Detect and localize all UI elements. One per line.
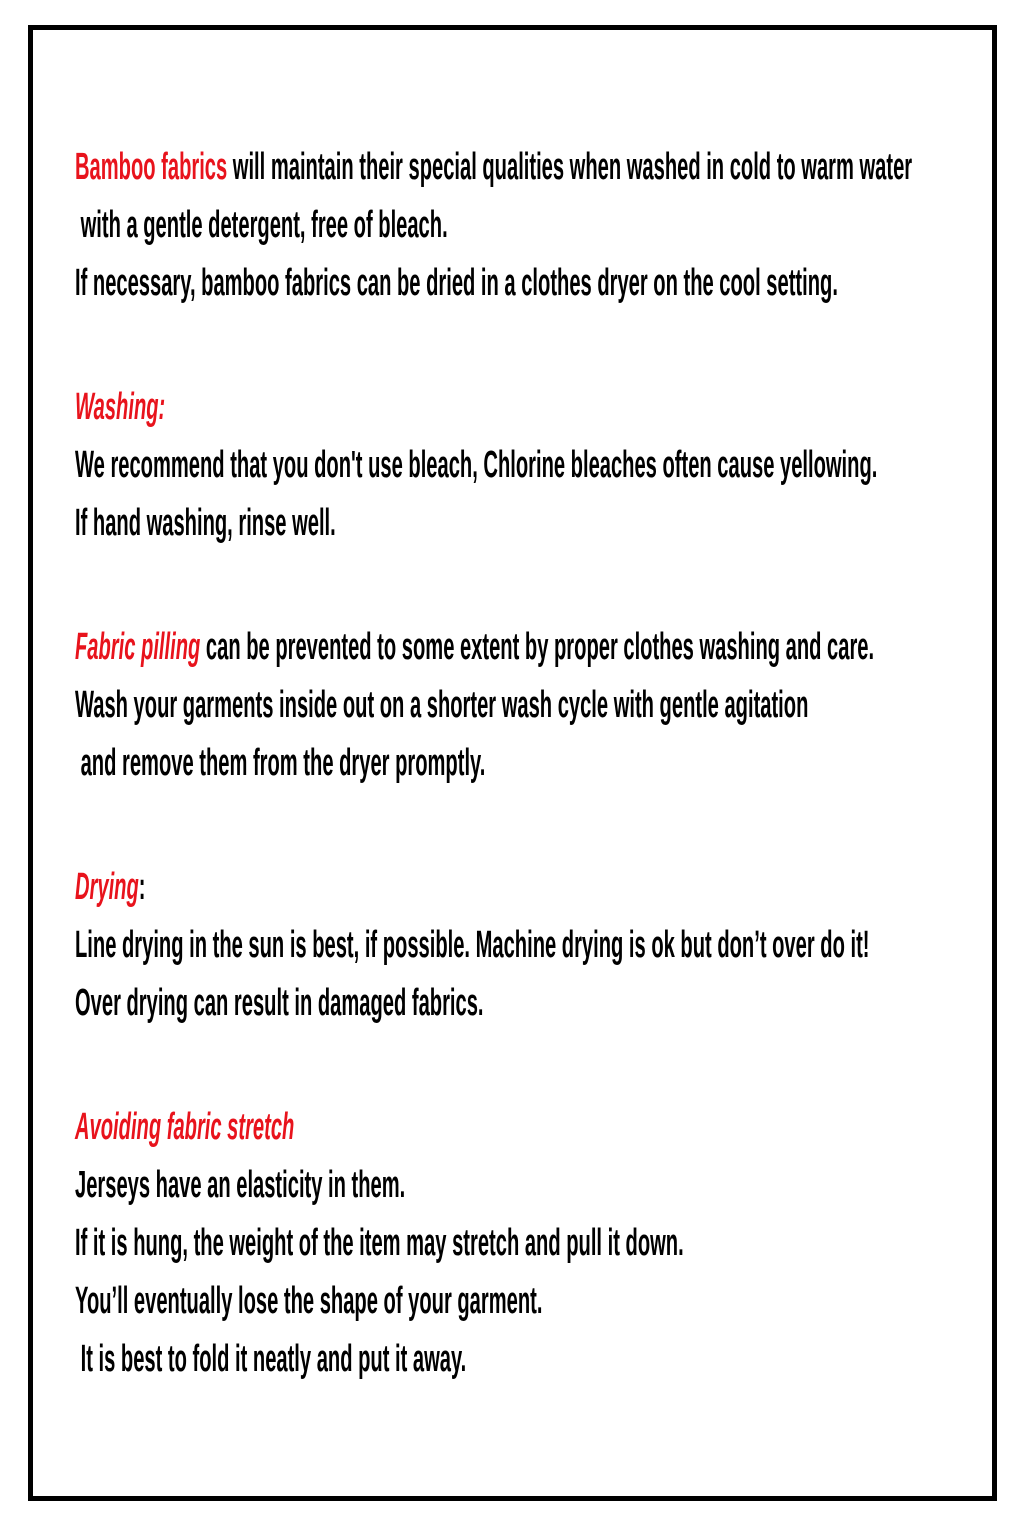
text-line: Jerseys have an elasticity in them.: [75, 1164, 406, 1206]
pilling-line1-rest: can be prevented to some extent by proper clothes washing and care.: [200, 626, 875, 668]
drying-heading: [75, 858, 558, 916]
drying-heading-text: Drying: [75, 866, 139, 908]
stretch-heading: [75, 1098, 558, 1156]
intro-line1-rest: will maintain their special qualities when washed in cold to warm water: [227, 146, 913, 188]
text-line: [75, 618, 875, 676]
text-line: If it is hung, the weight of the item may stretch and pull it down.: [75, 1222, 684, 1264]
stretch-heading-text: Avoiding fabric stretch: [75, 1106, 295, 1148]
washing-section: [75, 378, 986, 552]
text-line: Over drying can result in damaged fabrics.: [75, 982, 484, 1024]
pilling-lead-text: Fabric pilling: [75, 626, 201, 668]
text-line: We recommend that you don't use bleach, Chlorine bleaches often cause yellowing.: [75, 444, 878, 486]
text-line: with a gentle detergent, free of bleach.: [75, 204, 448, 246]
drying-heading-colon: :: [138, 866, 146, 908]
text-line: Line drying in the sun is best, if possible. Machine drying is ok but don’t over do it!: [75, 924, 870, 966]
page-border-frame: [28, 25, 997, 1501]
washing-heading-text: Washing:: [75, 386, 166, 428]
text-line: You’ll eventually lose the shape of your garment.: [75, 1280, 543, 1322]
stretch-section: [75, 1098, 986, 1388]
text-line: If hand washing, rinse well.: [75, 502, 336, 544]
text-line: It is best to fold it neatly and put it away.: [75, 1338, 467, 1380]
text-line: and remove them from the dryer promptly.: [75, 742, 486, 784]
text-line: If necessary, bamboo fabrics can be dried in a clothes dryer on the cool setting.: [75, 262, 838, 304]
intro-lead-text: Bamboo fabrics: [75, 146, 228, 188]
drying-section: [75, 858, 986, 1032]
washing-heading: [75, 378, 558, 436]
care-instructions-text: [75, 138, 986, 1388]
text-line: Wash your garments inside out on a shorter wash cycle with gentle agitation: [75, 684, 809, 726]
intro-paragraph: [75, 138, 986, 312]
text-line: [75, 138, 913, 196]
pilling-section: [75, 618, 986, 792]
